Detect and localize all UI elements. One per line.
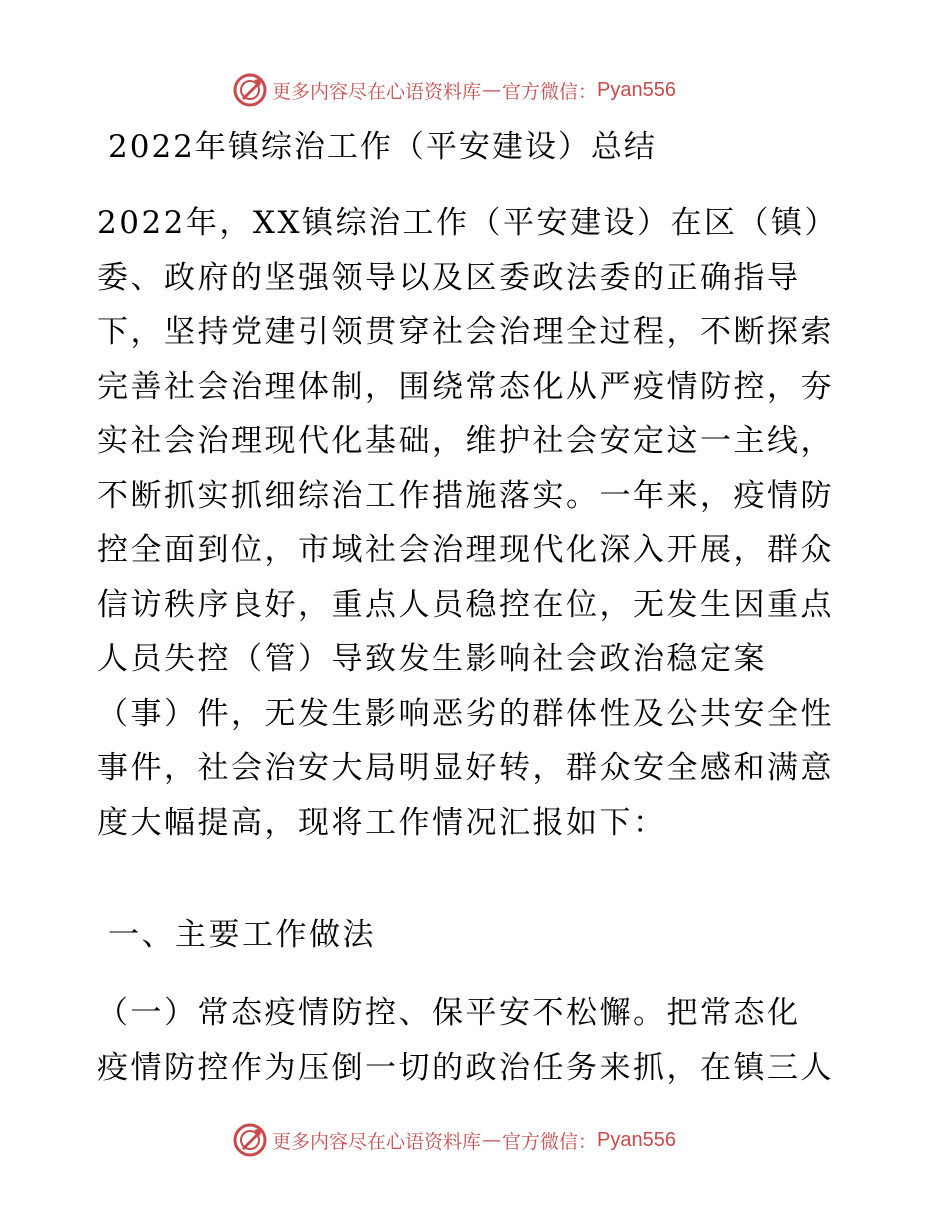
subsection-paragraph [97, 986, 857, 1095]
intro-line: 完善社会治理体制，围绕常态化从严疫情防控，夯 [97, 368, 834, 405]
intro-line: 2022年，XX镇综治工作（平安建设）在区（镇） [97, 205, 839, 241]
subsection-line: 疫情防控作为压倒一切的政治任务来抓，在镇三人 [97, 1049, 834, 1086]
watermark-official-label: 官方微信： [502, 80, 598, 103]
watermark-dash: — [482, 79, 502, 101]
watermark-main-text: 更多内容尽在心语资料库 [272, 80, 482, 103]
watermark-wechat-id: Pyan556 [597, 78, 676, 101]
intro-line: 实社会治理现代化基础，维护社会安定这一主线， [97, 423, 834, 459]
pen-logo-icon [232, 72, 268, 108]
watermark-main-text: 更多内容尽在心语资料库 [272, 1130, 482, 1153]
intro-line: 委、政府的坚强领导以及区委政法委的正确指导 [97, 259, 801, 296]
intro-line: 信访秩序良好，重点人员稳控在位，无发生因重点 [97, 586, 834, 623]
intro-line: （事）件，无发生影响恶劣的群体性及公共安全性 [97, 695, 834, 732]
intro-line: 不断抓实抓细综治工作措施落实。一年来，疫情防 [97, 477, 834, 514]
watermark-header [232, 70, 676, 110]
watermark-wechat-id: Pyan556 [597, 1128, 676, 1151]
document-title: 2022年镇综治工作（平安建设）总结 [108, 129, 657, 165]
intro-paragraph [97, 196, 857, 850]
pen-logo-icon [232, 1122, 268, 1158]
watermark-dash: — [482, 1129, 502, 1151]
intro-line: 控全面到位，市域社会治理现代化深入开展，群众 [97, 532, 834, 568]
intro-line: 度大幅提高，现将工作情况汇报如下： [97, 804, 667, 841]
intro-line: 人员失控（管）导致发生影响社会政治稳定案 [97, 641, 767, 677]
watermark-official-label: 官方微信： [502, 1130, 598, 1153]
intro-line: 事件，社会治安大局明显好转，群众安全感和满意 [97, 750, 834, 786]
section-heading: 一、主要工作做法 [108, 917, 376, 953]
watermark-footer [232, 1120, 676, 1160]
intro-line: 下，坚持党建引领贯穿社会治理全过程，不断探索 [97, 314, 834, 350]
subsection-line: （一）常态疫情防控、保平安不松懈。把常态化 [97, 995, 801, 1031]
